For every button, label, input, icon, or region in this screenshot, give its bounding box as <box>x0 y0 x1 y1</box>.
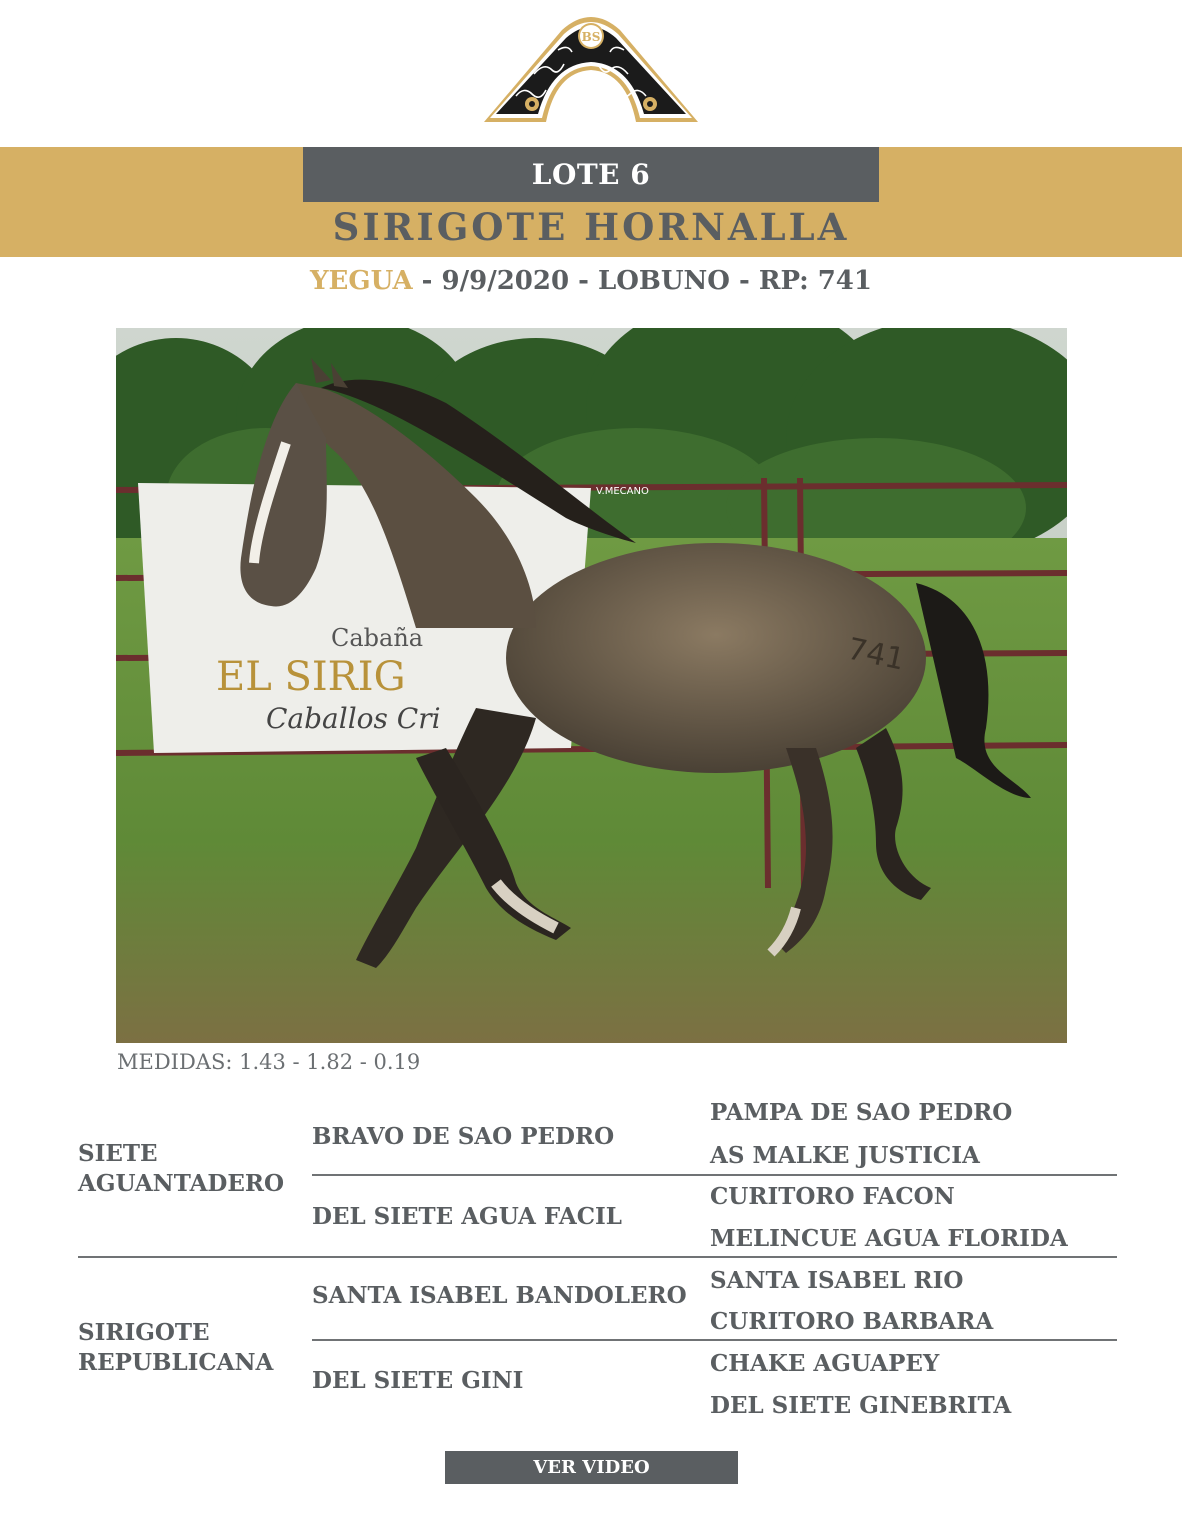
banner-line-2: EL SIRIG <box>216 654 406 700</box>
sire-dam: DEL SIETE AGUA FACIL <box>312 1203 622 1230</box>
dam-name-line-2: REPUBLICANA <box>78 1349 274 1376</box>
divider <box>78 1256 1117 1258</box>
sire-name <box>78 1139 284 1199</box>
sire-dam-dam: MELINCUE AGUA FLORIDA <box>710 1225 1068 1252</box>
flank-mark: 741 <box>844 631 908 678</box>
sire-name-line-2: AGUANTADERO <box>78 1170 285 1197</box>
dam-sire-dam: CURITORO BARBARA <box>710 1308 994 1335</box>
banner-line-1: Cabaña <box>331 624 424 652</box>
dam-sire-sire: SANTA ISABEL RIO <box>710 1267 964 1294</box>
watch-video-button[interactable]: VER VIDEO <box>445 1451 738 1484</box>
dam-sire: SANTA ISABEL BANDOLERO <box>312 1282 687 1309</box>
dam-dam-sire: CHAKE AGUAPEY <box>710 1350 940 1377</box>
divider <box>312 1174 1117 1176</box>
horse-photo <box>116 328 1067 1043</box>
brand-logo <box>476 10 706 132</box>
dam-name <box>78 1318 273 1378</box>
sire-sire-sire: PAMPA DE SAO PEDRO <box>710 1099 1013 1126</box>
measurements: MEDIDAS: 1.43 - 1.82 - 0.19 <box>117 1050 421 1074</box>
sire-sire: BRAVO DE SAO PEDRO <box>312 1123 615 1150</box>
horse-sex: YEGUA <box>309 266 413 296</box>
fence-label: V.MECANO <box>596 486 649 497</box>
lot-label: LOTE 6 <box>303 147 879 202</box>
dam-dam-dam: DEL SIETE GINEBRITA <box>710 1392 1012 1419</box>
sire-dam-sire: CURITORO FACON <box>710 1183 955 1210</box>
dam-dam: DEL SIETE GINI <box>312 1367 524 1394</box>
horse-birth-color-rp: - 9/9/2020 - LOBUNO - RP: 741 <box>412 266 872 296</box>
sire-sire-dam: AS MALKE JUSTICIA <box>710 1142 980 1169</box>
logo-monogram: BS <box>581 30 601 44</box>
sire-name-line-1: SIETE <box>78 1140 158 1167</box>
dam-name-line-1: SIRIGOTE <box>78 1319 210 1346</box>
banner-line-3: Caballos Cri <box>266 702 441 735</box>
divider <box>312 1339 1117 1341</box>
horse-name: SIRIGOTE HORNALLA <box>332 205 850 249</box>
horse-details <box>0 266 1182 296</box>
